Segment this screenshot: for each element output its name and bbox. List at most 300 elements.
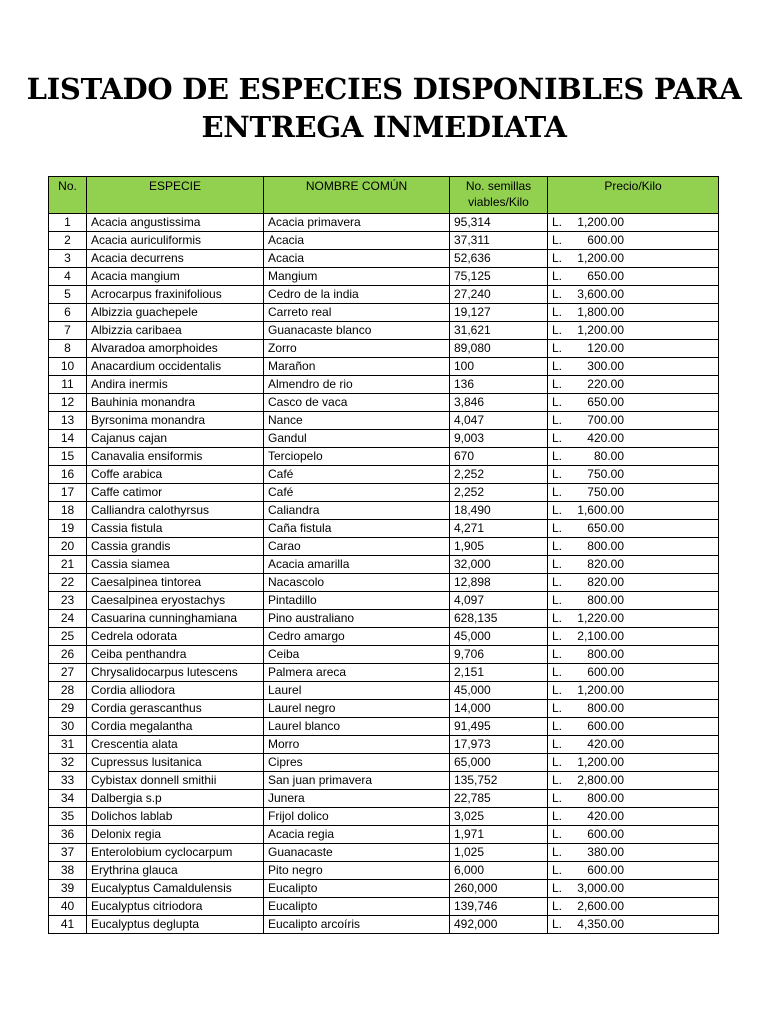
cell-no: 37 bbox=[49, 844, 87, 862]
document-title bbox=[0, 70, 768, 146]
cell-nombre-comun: Pino australiano bbox=[264, 610, 450, 628]
price-amount: 300.00 bbox=[587, 359, 624, 373]
cell-semillas: 27,240 bbox=[450, 286, 548, 304]
cell-semillas: 1,905 bbox=[450, 538, 548, 556]
cell-no: 12 bbox=[49, 394, 87, 412]
cell-semillas: 136 bbox=[450, 376, 548, 394]
table-row bbox=[49, 322, 719, 340]
currency-symbol: L. bbox=[552, 575, 563, 589]
cell-especie: Alvaradoa amorphoides bbox=[87, 340, 264, 358]
price-amount: 2,800.00 bbox=[577, 773, 624, 787]
header-semillas: No. semillas viables/Kilo bbox=[450, 177, 548, 214]
table-row bbox=[49, 826, 719, 844]
cell-no: 39 bbox=[49, 880, 87, 898]
currency-symbol: L. bbox=[552, 341, 563, 355]
currency-symbol: L. bbox=[552, 647, 563, 661]
price-amount: 1,800.00 bbox=[577, 305, 624, 319]
table-row bbox=[49, 484, 719, 502]
cell-nombre-comun: Acacia bbox=[264, 232, 450, 250]
cell-especie: Cassia siamea bbox=[87, 556, 264, 574]
table-row bbox=[49, 808, 719, 826]
price-amount: 800.00 bbox=[587, 647, 624, 661]
price-amount: 3,600.00 bbox=[577, 287, 624, 301]
cell-semillas: 19,127 bbox=[450, 304, 548, 322]
cell-precio bbox=[548, 772, 719, 790]
cell-precio bbox=[548, 394, 719, 412]
currency-symbol: L. bbox=[552, 827, 563, 841]
cell-precio bbox=[548, 556, 719, 574]
table-row bbox=[49, 466, 719, 484]
cell-precio bbox=[548, 520, 719, 538]
price-amount: 380.00 bbox=[587, 845, 624, 859]
table-row bbox=[49, 520, 719, 538]
cell-no: 13 bbox=[49, 412, 87, 430]
cell-semillas: 18,490 bbox=[450, 502, 548, 520]
price-amount: 820.00 bbox=[587, 575, 624, 589]
table-row bbox=[49, 556, 719, 574]
cell-no: 29 bbox=[49, 700, 87, 718]
cell-semillas: 37,311 bbox=[450, 232, 548, 250]
cell-nombre-comun: Carreto real bbox=[264, 304, 450, 322]
cell-nombre-comun: Café bbox=[264, 484, 450, 502]
price-amount: 600.00 bbox=[587, 827, 624, 841]
cell-precio bbox=[548, 916, 719, 934]
currency-symbol: L. bbox=[552, 377, 563, 391]
price-amount: 650.00 bbox=[587, 269, 624, 283]
table-row bbox=[49, 340, 719, 358]
price-amount: 1,200.00 bbox=[577, 683, 624, 697]
cell-nombre-comun: Ceiba bbox=[264, 646, 450, 664]
table-row bbox=[49, 268, 719, 286]
currency-symbol: L. bbox=[552, 503, 563, 517]
cell-no: 18 bbox=[49, 502, 87, 520]
cell-no: 20 bbox=[49, 538, 87, 556]
cell-especie: Enterolobium cyclocarpum bbox=[87, 844, 264, 862]
cell-semillas: 14,000 bbox=[450, 700, 548, 718]
cell-no: 16 bbox=[49, 466, 87, 484]
cell-no: 30 bbox=[49, 718, 87, 736]
cell-precio bbox=[548, 322, 719, 340]
cell-precio bbox=[548, 664, 719, 682]
price-amount: 4,350.00 bbox=[577, 917, 624, 931]
cell-nombre-comun: Laurel blanco bbox=[264, 718, 450, 736]
cell-nombre-comun: Acacia bbox=[264, 250, 450, 268]
cell-nombre-comun: Acacia regia bbox=[264, 826, 450, 844]
table-row bbox=[49, 790, 719, 808]
currency-symbol: L. bbox=[552, 917, 563, 931]
title-line-2: ENTREGA INMEDIATA bbox=[201, 110, 567, 144]
cell-especie: Calliandra calothyrsus bbox=[87, 502, 264, 520]
table-row bbox=[49, 286, 719, 304]
cell-no: 15 bbox=[49, 448, 87, 466]
cell-nombre-comun: Marañon bbox=[264, 358, 450, 376]
currency-symbol: L. bbox=[552, 449, 563, 463]
currency-symbol: L. bbox=[552, 413, 563, 427]
cell-no: 41 bbox=[49, 916, 87, 934]
currency-symbol: L. bbox=[552, 881, 563, 895]
cell-semillas: 4,047 bbox=[450, 412, 548, 430]
cell-precio bbox=[548, 376, 719, 394]
currency-symbol: L. bbox=[552, 557, 563, 571]
cell-semillas: 22,785 bbox=[450, 790, 548, 808]
currency-symbol: L. bbox=[552, 611, 563, 625]
cell-no: 11 bbox=[49, 376, 87, 394]
currency-symbol: L. bbox=[552, 467, 563, 481]
cell-semillas: 12,898 bbox=[450, 574, 548, 592]
cell-especie: Eucalyptus deglupta bbox=[87, 916, 264, 934]
cell-no: 7 bbox=[49, 322, 87, 340]
cell-especie: Cedrela odorata bbox=[87, 628, 264, 646]
price-amount: 3,000.00 bbox=[577, 881, 624, 895]
cell-nombre-comun: Morro bbox=[264, 736, 450, 754]
cell-no: 25 bbox=[49, 628, 87, 646]
table-row bbox=[49, 592, 719, 610]
table-row bbox=[49, 214, 719, 232]
currency-symbol: L. bbox=[552, 431, 563, 445]
cell-semillas: 45,000 bbox=[450, 628, 548, 646]
table-row bbox=[49, 736, 719, 754]
table-row bbox=[49, 376, 719, 394]
price-amount: 80.00 bbox=[593, 449, 624, 463]
cell-nombre-comun: Mangium bbox=[264, 268, 450, 286]
cell-semillas: 9,003 bbox=[450, 430, 548, 448]
cell-no: 23 bbox=[49, 592, 87, 610]
cell-especie: Casuarina cunninghamiana bbox=[87, 610, 264, 628]
title-line-1: LISTADO DE ESPECIES DISPONIBLES PARA bbox=[26, 72, 742, 106]
table-row bbox=[49, 250, 719, 268]
header-especie: ESPECIE bbox=[87, 177, 264, 214]
cell-semillas: 9,706 bbox=[450, 646, 548, 664]
cell-nombre-comun: Cedro de la india bbox=[264, 286, 450, 304]
price-amount: 600.00 bbox=[587, 233, 624, 247]
cell-especie: Cordia alliodora bbox=[87, 682, 264, 700]
cell-semillas: 492,000 bbox=[450, 916, 548, 934]
cell-especie: Acacia angustissima bbox=[87, 214, 264, 232]
cell-no: 32 bbox=[49, 754, 87, 772]
price-amount: 2,600.00 bbox=[577, 899, 624, 913]
cell-semillas: 100 bbox=[450, 358, 548, 376]
cell-especie: Cassia fistula bbox=[87, 520, 264, 538]
cell-no: 5 bbox=[49, 286, 87, 304]
cell-nombre-comun: Café bbox=[264, 466, 450, 484]
table-row bbox=[49, 232, 719, 250]
cell-nombre-comun: Palmera areca bbox=[264, 664, 450, 682]
cell-precio bbox=[548, 808, 719, 826]
cell-semillas: 89,080 bbox=[450, 340, 548, 358]
cell-nombre-comun: Carao bbox=[264, 538, 450, 556]
cell-no: 19 bbox=[49, 520, 87, 538]
cell-precio bbox=[548, 610, 719, 628]
cell-precio bbox=[548, 628, 719, 646]
cell-no: 1 bbox=[49, 214, 87, 232]
cell-semillas: 139,746 bbox=[450, 898, 548, 916]
price-amount: 420.00 bbox=[587, 431, 624, 445]
cell-no: 2 bbox=[49, 232, 87, 250]
cell-no: 21 bbox=[49, 556, 87, 574]
cell-precio bbox=[548, 682, 719, 700]
table-row bbox=[49, 538, 719, 556]
cell-semillas: 260,000 bbox=[450, 880, 548, 898]
table-row bbox=[49, 700, 719, 718]
price-amount: 750.00 bbox=[587, 485, 624, 499]
cell-semillas: 2,252 bbox=[450, 466, 548, 484]
cell-precio bbox=[548, 754, 719, 772]
currency-symbol: L. bbox=[552, 233, 563, 247]
cell-semillas: 6,000 bbox=[450, 862, 548, 880]
cell-semillas: 75,125 bbox=[450, 268, 548, 286]
cell-precio bbox=[548, 862, 719, 880]
currency-symbol: L. bbox=[552, 719, 563, 733]
table-row bbox=[49, 412, 719, 430]
cell-especie: Ceiba penthandra bbox=[87, 646, 264, 664]
cell-precio bbox=[548, 214, 719, 232]
cell-no: 27 bbox=[49, 664, 87, 682]
table-row bbox=[49, 448, 719, 466]
cell-precio bbox=[548, 484, 719, 502]
cell-semillas: 2,252 bbox=[450, 484, 548, 502]
cell-no: 3 bbox=[49, 250, 87, 268]
cell-semillas: 95,314 bbox=[450, 214, 548, 232]
table-row bbox=[49, 898, 719, 916]
currency-symbol: L. bbox=[552, 269, 563, 283]
currency-symbol: L. bbox=[552, 701, 563, 715]
cell-no: 17 bbox=[49, 484, 87, 502]
table-header-row bbox=[49, 177, 719, 214]
cell-precio bbox=[548, 448, 719, 466]
table-row bbox=[49, 772, 719, 790]
cell-precio bbox=[548, 502, 719, 520]
cell-especie: Byrsonima monandra bbox=[87, 412, 264, 430]
cell-especie: Albizzia guachepele bbox=[87, 304, 264, 322]
cell-semillas: 1,971 bbox=[450, 826, 548, 844]
cell-precio bbox=[548, 340, 719, 358]
cell-especie: Delonix regia bbox=[87, 826, 264, 844]
cell-semillas: 32,000 bbox=[450, 556, 548, 574]
cell-semillas: 91,495 bbox=[450, 718, 548, 736]
table-row bbox=[49, 646, 719, 664]
cell-semillas: 17,973 bbox=[450, 736, 548, 754]
cell-especie: Eucalyptus citriodora bbox=[87, 898, 264, 916]
cell-nombre-comun: Gandul bbox=[264, 430, 450, 448]
price-amount: 600.00 bbox=[587, 863, 624, 877]
cell-semillas: 628,135 bbox=[450, 610, 548, 628]
table-row bbox=[49, 754, 719, 772]
cell-precio bbox=[548, 304, 719, 322]
species-table bbox=[48, 176, 719, 934]
price-amount: 1,200.00 bbox=[577, 323, 624, 337]
cell-nombre-comun: Eucalipto bbox=[264, 880, 450, 898]
cell-especie: Coffe arabica bbox=[87, 466, 264, 484]
price-amount: 800.00 bbox=[587, 791, 624, 805]
cell-semillas: 52,636 bbox=[450, 250, 548, 268]
price-amount: 1,200.00 bbox=[577, 755, 624, 769]
cell-precio bbox=[548, 700, 719, 718]
cell-nombre-comun: Caña fistula bbox=[264, 520, 450, 538]
cell-semillas: 4,097 bbox=[450, 592, 548, 610]
cell-no: 35 bbox=[49, 808, 87, 826]
table-row bbox=[49, 880, 719, 898]
cell-precio bbox=[548, 592, 719, 610]
cell-especie: Caesalpinea eryostachys bbox=[87, 592, 264, 610]
cell-no: 31 bbox=[49, 736, 87, 754]
price-amount: 750.00 bbox=[587, 467, 624, 481]
currency-symbol: L. bbox=[552, 593, 563, 607]
currency-symbol: L. bbox=[552, 485, 563, 499]
table-row bbox=[49, 304, 719, 322]
currency-symbol: L. bbox=[552, 899, 563, 913]
table-body bbox=[49, 214, 719, 934]
table-row bbox=[49, 916, 719, 934]
cell-especie: Acrocarpus fraxinifolious bbox=[87, 286, 264, 304]
cell-precio bbox=[548, 430, 719, 448]
cell-precio bbox=[548, 574, 719, 592]
cell-especie: Dolichos lablab bbox=[87, 808, 264, 826]
currency-symbol: L. bbox=[552, 737, 563, 751]
cell-precio bbox=[548, 790, 719, 808]
price-amount: 700.00 bbox=[587, 413, 624, 427]
cell-nombre-comun: Acacia primavera bbox=[264, 214, 450, 232]
cell-precio bbox=[548, 466, 719, 484]
cell-no: 10 bbox=[49, 358, 87, 376]
cell-no: 36 bbox=[49, 826, 87, 844]
currency-symbol: L. bbox=[552, 251, 563, 265]
cell-precio bbox=[548, 898, 719, 916]
cell-no: 34 bbox=[49, 790, 87, 808]
cell-nombre-comun: Terciopelo bbox=[264, 448, 450, 466]
cell-especie: Crescentia alata bbox=[87, 736, 264, 754]
cell-semillas: 31,621 bbox=[450, 322, 548, 340]
table-row bbox=[49, 664, 719, 682]
currency-symbol: L. bbox=[552, 629, 563, 643]
cell-nombre-comun: San juan primavera bbox=[264, 772, 450, 790]
currency-symbol: L. bbox=[552, 215, 563, 229]
cell-nombre-comun: Caliandra bbox=[264, 502, 450, 520]
cell-no: 38 bbox=[49, 862, 87, 880]
cell-especie: Albizzia caribaea bbox=[87, 322, 264, 340]
cell-nombre-comun: Eucalipto bbox=[264, 898, 450, 916]
cell-no: 8 bbox=[49, 340, 87, 358]
header-precio: Precio/Kilo bbox=[548, 177, 719, 214]
currency-symbol: L. bbox=[552, 395, 563, 409]
table-row bbox=[49, 394, 719, 412]
table-row bbox=[49, 574, 719, 592]
table-row bbox=[49, 358, 719, 376]
cell-semillas: 45,000 bbox=[450, 682, 548, 700]
currency-symbol: L. bbox=[552, 539, 563, 553]
cell-precio bbox=[548, 412, 719, 430]
cell-especie: Dalbergia s.p bbox=[87, 790, 264, 808]
cell-semillas: 1,025 bbox=[450, 844, 548, 862]
cell-precio bbox=[548, 736, 719, 754]
cell-nombre-comun: Nance bbox=[264, 412, 450, 430]
price-amount: 800.00 bbox=[587, 593, 624, 607]
cell-no: 24 bbox=[49, 610, 87, 628]
price-amount: 2,100.00 bbox=[577, 629, 624, 643]
price-amount: 600.00 bbox=[587, 665, 624, 679]
price-amount: 1,200.00 bbox=[577, 215, 624, 229]
currency-symbol: L. bbox=[552, 683, 563, 697]
cell-precio bbox=[548, 538, 719, 556]
cell-no: 6 bbox=[49, 304, 87, 322]
price-amount: 420.00 bbox=[587, 809, 624, 823]
currency-symbol: L. bbox=[552, 845, 563, 859]
cell-nombre-comun: Almendro de rio bbox=[264, 376, 450, 394]
cell-especie: Acacia decurrens bbox=[87, 250, 264, 268]
cell-no: 40 bbox=[49, 898, 87, 916]
cell-nombre-comun: Nacascolo bbox=[264, 574, 450, 592]
cell-precio bbox=[548, 250, 719, 268]
price-amount: 800.00 bbox=[587, 701, 624, 715]
price-amount: 650.00 bbox=[587, 395, 624, 409]
cell-especie: Cordia megalantha bbox=[87, 718, 264, 736]
cell-semillas: 3,846 bbox=[450, 394, 548, 412]
cell-especie: Cajanus cajan bbox=[87, 430, 264, 448]
cell-precio bbox=[548, 286, 719, 304]
price-amount: 650.00 bbox=[587, 521, 624, 535]
currency-symbol: L. bbox=[552, 323, 563, 337]
cell-no: 4 bbox=[49, 268, 87, 286]
price-amount: 1,600.00 bbox=[577, 503, 624, 517]
table-row bbox=[49, 430, 719, 448]
cell-precio bbox=[548, 826, 719, 844]
table-row bbox=[49, 610, 719, 628]
cell-especie: Caesalpinea tintorea bbox=[87, 574, 264, 592]
currency-symbol: L. bbox=[552, 665, 563, 679]
table-row bbox=[49, 844, 719, 862]
cell-nombre-comun: Laurel bbox=[264, 682, 450, 700]
currency-symbol: L. bbox=[552, 521, 563, 535]
price-amount: 420.00 bbox=[587, 737, 624, 751]
cell-nombre-comun: Laurel negro bbox=[264, 700, 450, 718]
currency-symbol: L. bbox=[552, 287, 563, 301]
currency-symbol: L. bbox=[552, 755, 563, 769]
table-row bbox=[49, 862, 719, 880]
currency-symbol: L. bbox=[552, 359, 563, 373]
cell-especie: Erythrina glauca bbox=[87, 862, 264, 880]
cell-especie: Canavalia ensiformis bbox=[87, 448, 264, 466]
currency-symbol: L. bbox=[552, 809, 563, 823]
cell-nombre-comun: Pito negro bbox=[264, 862, 450, 880]
cell-nombre-comun: Acacia amarilla bbox=[264, 556, 450, 574]
cell-especie: Cybistax donnell smithii bbox=[87, 772, 264, 790]
price-amount: 220.00 bbox=[587, 377, 624, 391]
cell-especie: Cordia gerascanthus bbox=[87, 700, 264, 718]
cell-especie: Andira inermis bbox=[87, 376, 264, 394]
cell-especie: Anacardium occidentalis bbox=[87, 358, 264, 376]
cell-semillas: 65,000 bbox=[450, 754, 548, 772]
cell-especie: Eucalyptus Camaldulensis bbox=[87, 880, 264, 898]
cell-precio bbox=[548, 718, 719, 736]
cell-precio bbox=[548, 268, 719, 286]
currency-symbol: L. bbox=[552, 773, 563, 787]
cell-semillas: 135,752 bbox=[450, 772, 548, 790]
cell-no: 33 bbox=[49, 772, 87, 790]
cell-nombre-comun: Frijol dolico bbox=[264, 808, 450, 826]
price-amount: 820.00 bbox=[587, 557, 624, 571]
cell-especie: Acacia auriculiformis bbox=[87, 232, 264, 250]
price-amount: 800.00 bbox=[587, 539, 624, 553]
cell-precio bbox=[548, 646, 719, 664]
cell-precio bbox=[548, 232, 719, 250]
table-row bbox=[49, 502, 719, 520]
price-amount: 600.00 bbox=[587, 719, 624, 733]
cell-nombre-comun: Eucalipto arcoíris bbox=[264, 916, 450, 934]
cell-semillas: 4,271 bbox=[450, 520, 548, 538]
cell-semillas: 670 bbox=[450, 448, 548, 466]
header-nombre-comun: NOMBRE COMÚN bbox=[264, 177, 450, 214]
cell-semillas: 2,151 bbox=[450, 664, 548, 682]
currency-symbol: L. bbox=[552, 305, 563, 319]
